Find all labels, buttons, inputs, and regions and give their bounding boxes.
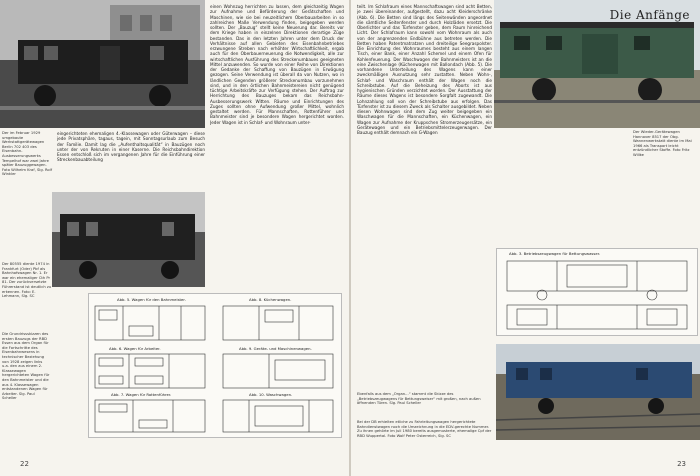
- caption-station-car: Der 80555 diente 1974 in Frankfurt (Oder) Pbf als Bahnhofswagen Nr. 1. Er war ein ehemaliger Cth Pr 81. Der zurückversetzte Führerstand ist deutlich zu erkennen. Foto: E. Lehmann, Slg. SC: [2, 262, 52, 299]
- station-car-illustration: [52, 192, 205, 287]
- floor-plans-figure: [88, 293, 342, 438]
- page-number-left: 22: [20, 460, 29, 468]
- right-page: [351, 0, 700, 476]
- caption-blue-train: Bei der DB erhielten etliche zu Fahrleitungswagen hergerichtete Bahndienstwagen noch die Umzeichnung in die EDV-gerechte Nummer. Zu ihnen gehörte im Juli 1980 bereits ausgemusterte, ehemalige Cpf der RBD Wuppertal. Foto Wolf Peter Osterreich, Slg. SC: [357, 420, 492, 438]
- caption-floor-plans: Die Grundrissskizzen des ersten Bauzugs der RBD Essen aus dem Organ für die Fortschritte des Eisenbahnwesens in technischer Beziehung von 1928 zeigen links u.a. den aus einem 2. Klassewagen hergerichteten Wagen für den Bahnmeister und die aus 4. Klassewagen entstandenen Wagen für Arbeiter. Slg. Paul Scheller: [2, 332, 50, 401]
- photo-work-car: [0, 0, 205, 128]
- caption-green-wagon: Der Wieder-Gerätewagen Hannover 8517 der Obg. Wannenwerkstatt diente im Mai 1966 als Transport leicht entzündlicher Stoffe. Foto Fritz Willke: [633, 130, 692, 157]
- caption-work-car: Der im Februar 1929 umgebaute Werkstattgerätewagen Berlin 702 403 des Eisenbahn-Ausbesserungswerks Tempelhof war zwei Jahre später Bauzuggewagen. Foto Wilhelm Kraf, Slg. Rolf Winkler: [2, 131, 52, 177]
- plan-label: Abb. 9. Geräte- und Maschinenwagen.: [239, 346, 312, 351]
- page-number-right: 23: [677, 460, 686, 468]
- photo-station-car: [52, 192, 205, 287]
- plan-label: Abb. 8. Küchenwagen.: [249, 297, 292, 302]
- photo-green-wagon: [494, 0, 700, 128]
- plan-label: Abb. 6. Wagen für Arbeiter.: [109, 346, 161, 351]
- diagram-drawing: [497, 249, 697, 335]
- blue-train-illustration: [496, 344, 700, 440]
- right-text-column-1: teilt. Im Schlafraum eines Mannschaftswagen sind acht Betten, je zwei übereinander, aufgestellt, dazu acht Kleiderschränke (Abb. 6). Die Betten sind längs des Seitenwänden angeordnet die sämtliche Seitenfenster und durch Holzläden ersetzt. Die Oberlichter und das Türfenster geben, dem Raum hinreichend Licht. Der Schlafraum kann sowohl vom Wohnraum als auch von der angrenzenden Endbühne aus betreten werden. Die Betten haben Patentmatratzen und dreiteilige Seegraspolster. Die Einrichtung des Wohnraumes besteht aus einem langen Tisch, einer Bank, einer Anzahl Schemel und einem Ofen für Kohlenfeuerung. Der Waschwagen der Bahnmeisters ist an die eine Zwischenlage (Küchenwagen mit Ballondach (Abb. 5). Die vorhandene Unterteilung des Wagens kann einer zweckmäßigen Ausnutzung sehr zustatten. Neben Wohn-, Schlaf- und Waschraum enthält der Wagen noch die Schreibstube. Auf die Beheizung des Aborts ist aus hygienischen Gründen verzichtet worden. Der Ausstattung der Räume dieses Wagens ist besondere Sorgfalt zugewandt. Die Lohnzahlung soll von der Schreibstube aus erfolgen. Das Türfenster ist zu diesem Zweck als Schalter ausgebildet. Neben diesen Wohnwagen sind dem Zug weiter beigegeben ein Waschwagen für die Mannschaften, ein Küchenwagen, ein Wagen zur Aufnahme der Kruppschen Stromerzeugersätze, ein Gerätewagen und ein Betriebsmittelerzeugerwagen. Der Bauzug enthält demnach ein G-Wagen: [357, 4, 492, 135]
- left-page: [0, 0, 349, 476]
- diagram-label: Abb. 3. Betriebszeugwagen für Bettungswasser.: [509, 251, 601, 256]
- section-title: Die Anfänge: [609, 8, 690, 22]
- left-text-column-2: einen Wohnzug herrichten zu lassen, dem gleichzeitig Wagen zur Aufnahme und Beförderung der Gerätschaften und Maschinen, wie sie bei neuzeitlichem Oberbauarbeiten in so zahlreichen Maße Verwendung finden, beigegeben werden sollten. Der „Bauzug“ stellt keine Neuerung dar. Bereits vor dem Kriege haben in einzelnen Direktionen derartige Züge bestanden. Das in den letzten Jahren unter dem Druck der Verhältnisse auf allen Gebieten des Eisenbahnbetriebes erzwungene Streben nach erhöhter Wirtschaftlichkeit, ergab auch für den Oberbauerneuerung die Notwendigkeit, alle zur wirtschaftlichen Ausführung des Streckenumbaues geeigneten Mittel anzuwenden. So wurde von einer Reihe von Direktionen der Gedanke der Schaffung von Bauzügen in Erwägung gezogen. Seine Verwendung ist überall da von Nutzen, wo in ländlichen Gegenden größerer Streckenumbau vorzunehmen sind, und in den örtlichen Bahnmeistereien nicht genügend tüchtige Arbeitskräfte zur Verfügung stehen. Der Auftrag zur Herrichtung des Bauzuges bekam das Reichsbahn-Ausbesserungswerk Witten. Räume und Einrichtungen des Zuges sollten ohne Aufwendung großer Mittel, wohnlich gestaltet werden. Für Mannschaften, Rottenführer und Bahnmeister sind je besondere Wagen hergerichtet worden. Jeder Wagen ist in Schlaf- und Wohnraum unter-: [210, 4, 344, 125]
- wagon-side-diagram: [496, 248, 698, 336]
- floor-plan-drawings: [89, 294, 341, 437]
- plan-label: Abb. 5. Wagen für den Bahnmeister.: [117, 297, 186, 302]
- left-text-column-1: eingerichteten ehemaligen 4.-Klassewagen oder Güterwagen – diese jede Privatsphäre, tagaus, tagein, mit Sonntagsurlaub zum Besuch der Familie. Damit lag die „Aufenthaltsqualität“ in Bauzügen noch unter der von Rekruten in einer Kaserne. Die Reichsbahndirektion Essen entschloß sich im vergangenen Jahre für die Einführung einer Streckenbauabteilung: [57, 131, 205, 163]
- caption-diagram: Ebenfalls aus dem „Organ…“ stammt die Skizze des „Betriebszeugwagens für Bettungsweiser“ mit großen, nach außen öffnenden Türen. Slg. Paul Scheller: [357, 392, 481, 406]
- photo-blue-train: [496, 344, 700, 440]
- train-car-illustration: [0, 0, 205, 128]
- plan-label: Abb. 10. Waschwagen.: [249, 392, 293, 397]
- plan-label: Abb. 7. Wagen für Rottenführer.: [111, 392, 172, 397]
